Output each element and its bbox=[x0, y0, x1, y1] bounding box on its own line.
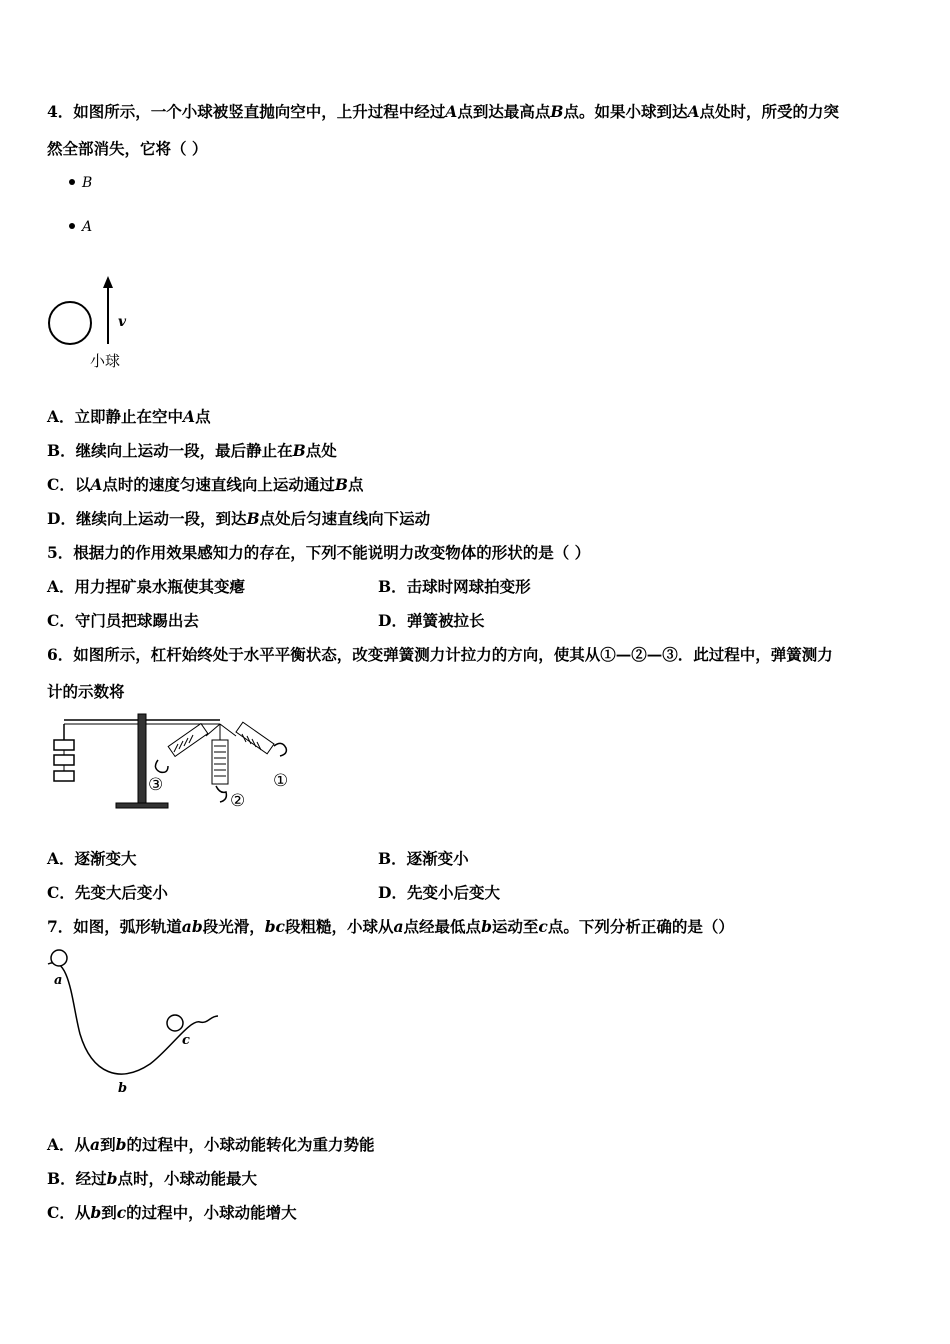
weight-block bbox=[54, 755, 74, 765]
q4-option-a: A．立即静止在空中A点 bbox=[47, 407, 211, 426]
velocity-arrow-head bbox=[103, 276, 113, 288]
spring-scale-1 bbox=[220, 722, 286, 756]
weight-block bbox=[54, 740, 74, 750]
label-v: v bbox=[118, 314, 127, 330]
point-a-dot bbox=[69, 223, 75, 229]
q4-stem-line2: 然全部消失，它将（ ） bbox=[47, 139, 208, 158]
stand-base bbox=[116, 803, 168, 808]
q4-figure bbox=[40, 168, 150, 376]
q7-option-b: B．经过b点时，小球动能最大 bbox=[47, 1169, 257, 1188]
q7-option-a: A．从a到b的过程中，小球动能转化为重力势能 bbox=[47, 1135, 375, 1154]
q6-option-c: C．先变大后变小 bbox=[47, 883, 168, 902]
spring-scale-2 bbox=[212, 724, 228, 802]
label-ball: 小球 bbox=[90, 352, 121, 370]
label-3: ③ bbox=[148, 775, 164, 795]
q7-track-figure bbox=[40, 944, 225, 1099]
q4-stem-line1: 4．如图所示，一个小球被竖直抛向空中，上升过程中经过A点到达最高点B点。如果小球到达A点处时，所受的力突 bbox=[47, 102, 840, 121]
q5-option-d: D．弹簧被拉长 bbox=[378, 611, 485, 630]
q5-option-c: C．守门员把球踢出去 bbox=[47, 611, 199, 630]
label-c: c bbox=[182, 1033, 190, 1048]
arc-track bbox=[48, 963, 218, 1074]
stand-pillar bbox=[138, 714, 146, 804]
q7-stem: 7．如图，弧形轨道ab段光滑，bc段粗糙，小球从a点经最低点b运动至c点。下列分析正确的是（） bbox=[47, 917, 734, 936]
q4-option-b: B．继续向上运动一段，最后静止在B点处 bbox=[47, 441, 337, 460]
label-a: A bbox=[82, 219, 93, 235]
q6-option-d: D．先变小后变大 bbox=[378, 883, 500, 902]
q4-option-d: D．继续向上运动一段，到达B点处后匀速直线向下运动 bbox=[47, 509, 431, 528]
q5-option-b: B．击球时网球拍变形 bbox=[378, 577, 531, 596]
q5-option-a: A．用力捏矿泉水瓶使其变瘪 bbox=[47, 577, 246, 596]
ball-circle bbox=[49, 302, 91, 344]
label-b: B bbox=[82, 175, 93, 191]
label-2: ② bbox=[230, 791, 246, 811]
q6-option-a: A．逐渐变大 bbox=[47, 849, 137, 868]
point-b-dot bbox=[69, 179, 75, 185]
spring-scale-3 bbox=[155, 724, 220, 773]
q6-stem-line2: 计的示数将 bbox=[47, 682, 125, 701]
label-1: ① bbox=[273, 771, 289, 791]
q6-option-b: B．逐渐变小 bbox=[378, 849, 469, 868]
ball-at-c bbox=[167, 1015, 183, 1031]
ball-at-a bbox=[51, 950, 67, 966]
q6-stem-line1: 6．如图所示，杠杆始终处于水平平衡状态，改变弹簧测力计拉力的方向，使其从①—②—③．此过程中，弹簧测力 bbox=[47, 645, 833, 664]
q5-stem: 5．根据力的作用效果感知力的存在，下列不能说明力改变物体的形状的是（ ） bbox=[47, 543, 591, 562]
q7-option-c: C．从b到c的过程中，小球动能增大 bbox=[47, 1203, 297, 1222]
q6-lever-figure bbox=[48, 710, 298, 814]
q4-option-c: C．以A点时的速度匀速直线向上运动通过B点 bbox=[47, 475, 364, 494]
label-b: b bbox=[118, 1081, 128, 1096]
label-a: a bbox=[54, 973, 63, 988]
weight-block bbox=[54, 771, 74, 781]
